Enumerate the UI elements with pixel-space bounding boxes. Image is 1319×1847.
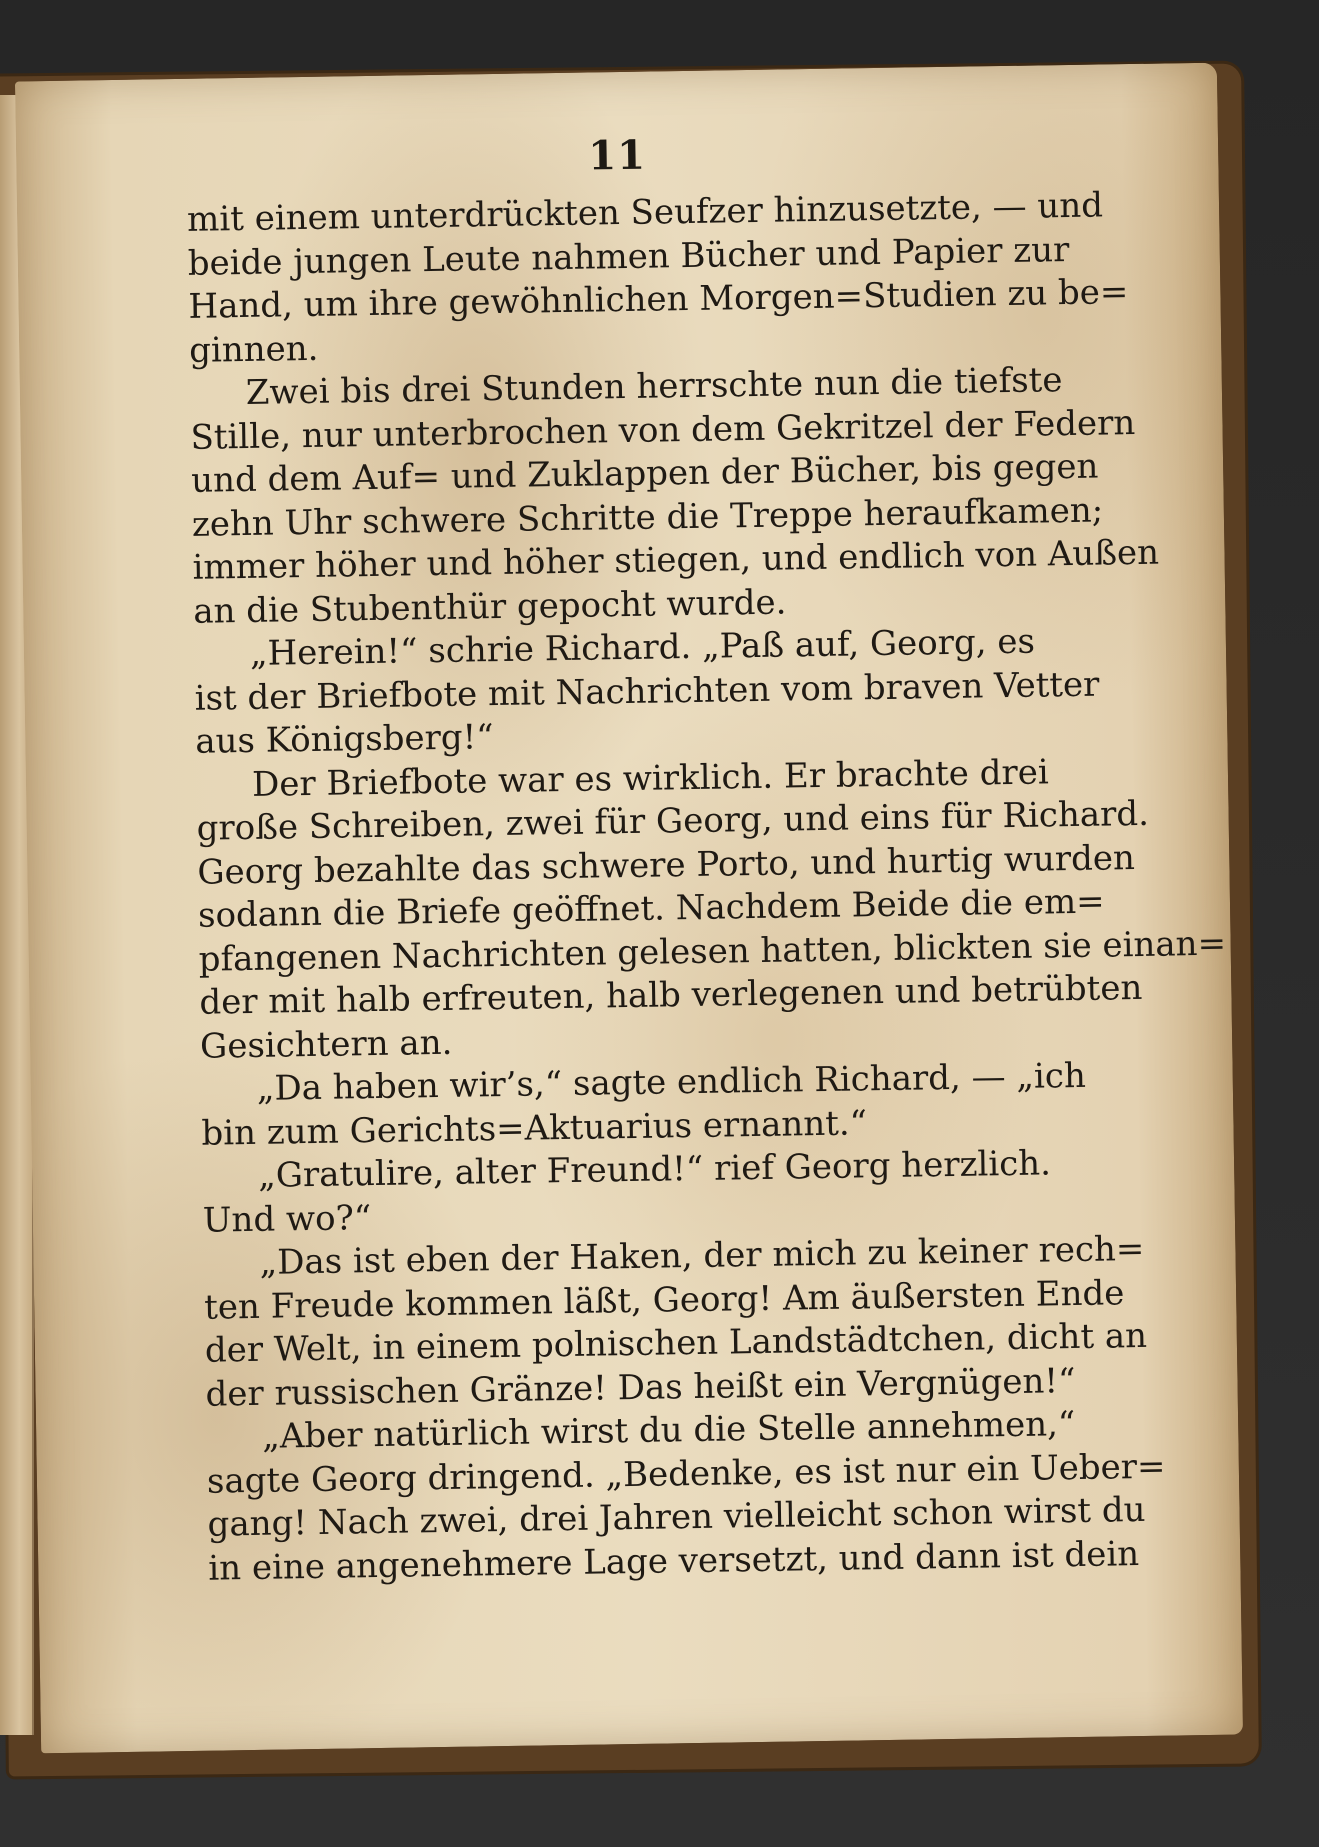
text-line: Gesichtern an. — [199, 1022, 453, 1067]
text-line: „Herein!“ schrie Richard. „Paß auf, Georg, es — [249, 621, 1036, 674]
text-line: der russischen Gränze! Das heißt ein Vergnügen!“ — [205, 1360, 1076, 1415]
text-line: Zwei bis drei Stunden herrschte nun die tiefste — [245, 360, 1063, 413]
text-line: Stille, nur unterbrochen von dem Gekritzel der Federn — [190, 402, 1136, 458]
page-paper — [15, 63, 1243, 1754]
text-line: Und wo?“ — [202, 1197, 372, 1241]
text-line: in eine angenehmere Lage versetzt, und dann ist dein — [208, 1533, 1140, 1589]
text-line: ginnen. — [188, 328, 319, 371]
page-number: 11 — [587, 131, 647, 180]
text-line: und dem Auf= und Zuklappen der Bücher, bis gegen — [190, 446, 1099, 501]
text-line: immer höher und höher stiegen, und endlich von Außen — [192, 532, 1160, 588]
text-line: der Welt, in einem polnischen Landstädtchen, dicht an — [204, 1315, 1148, 1371]
text-line: mit einem unterdrückten Seufzer hinzusetzte, — und — [186, 185, 1104, 240]
text-line: zehn Uhr schwere Schritte die Treppe heraufkamen; — [191, 490, 1104, 545]
text-line: bin zum Gerichts=Aktuarius ernannt.“ — [201, 1102, 868, 1154]
text-line: beide jungen Leute nahmen Bücher und Papier zur — [187, 229, 1070, 284]
text-line: ist der Briefbote mit Nachrichten vom braven Vetter — [194, 664, 1100, 719]
text-line: gang! Nach zwei, drei Jahren vielleicht schon wirst du — [207, 1489, 1146, 1545]
text-line: Hand, um ihre gewöhnlichen Morgen=Studien zu be= — [188, 272, 1129, 327]
text-line: pfangenen Nachrichten gelesen hatten, blickten sie einan= — [198, 923, 1227, 980]
text-line: „Gratulire, alter Freund!“ rief Georg herzlich. — [257, 1143, 1052, 1196]
text-line: „Aber natürlich wirst du die Stelle annehmen,“ — [261, 1404, 1076, 1457]
text-line: große Schreiben, zwei für Georg, und eins für Richard. — [196, 793, 1150, 849]
text-line: der mit halb erfreuten, halb verlegenen und betrübten — [199, 967, 1143, 1023]
text-line: „Das ist eben der Haken, der mich zu keiner rech= — [259, 1228, 1145, 1283]
text-line: Georg bezahlte das schwere Porto, und hurtig wurden — [197, 837, 1136, 893]
text-line: ten Freude kommen läßt, Georg! Am äußersten Ende — [203, 1272, 1125, 1328]
text-line: aus Königsberg!“ — [195, 717, 494, 762]
text-line: Der Briefbote war es wirklich. Er brachte drei — [251, 751, 1049, 805]
text-line: an die Stubenthür gepocht wurde. — [192, 581, 787, 632]
text-line: sagte Georg dringend. „Bedenke, es ist nur ein Ueber= — [206, 1446, 1166, 1502]
text-line: sodann die Briefe geöffnet. Nachdem Beide die em= — [197, 881, 1105, 936]
text-line: „Da haben wir’s,“ sagte endlich Richard, — „ich — [256, 1055, 1087, 1109]
body-text — [186, 185, 1227, 1591]
